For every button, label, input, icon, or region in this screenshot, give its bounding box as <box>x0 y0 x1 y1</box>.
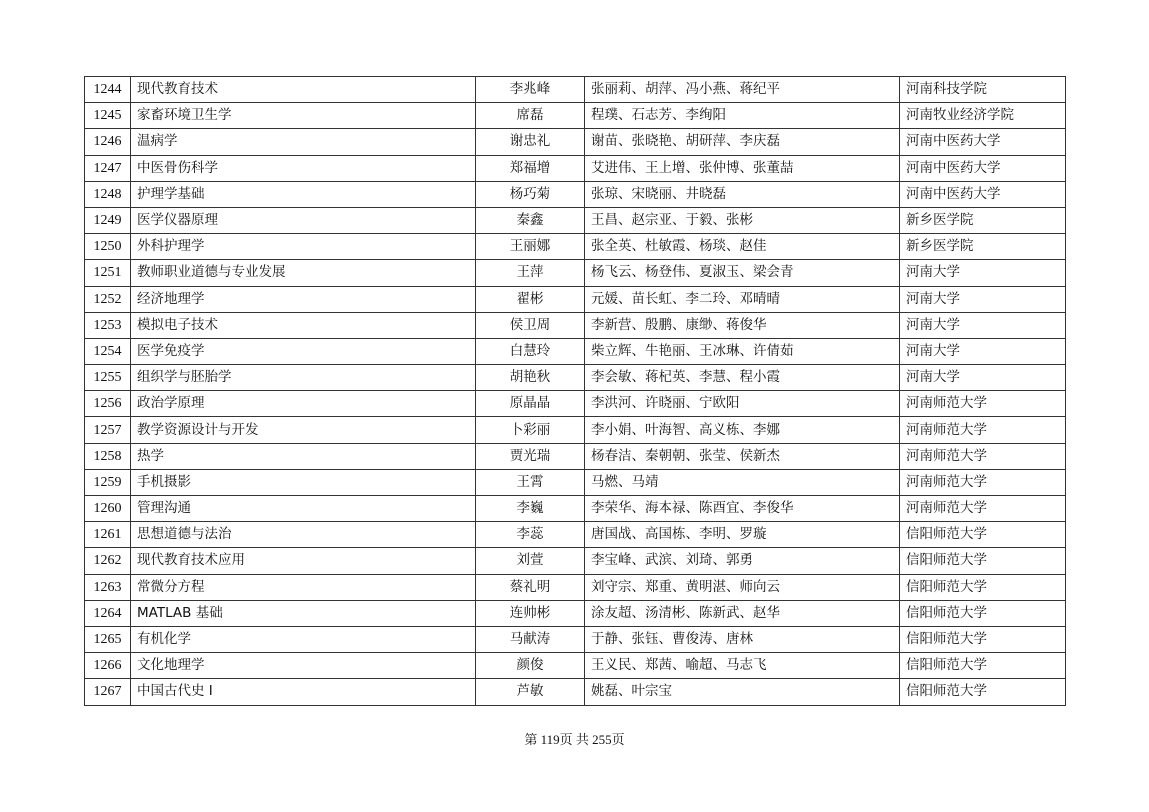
table-row <box>85 548 1066 574</box>
row-number: 1248 <box>85 181 131 207</box>
textbook-title: 教师职业道德与专业发展 <box>131 260 476 286</box>
textbook-title: 组织学与胚胎学 <box>131 365 476 391</box>
table-row <box>85 522 1066 548</box>
school-name: 河南师范大学 <box>900 391 1066 417</box>
table-row <box>85 679 1066 705</box>
chief-editor: 颜俊 <box>476 653 585 679</box>
school-name: 河南中医药大学 <box>900 129 1066 155</box>
table-row <box>85 496 1066 522</box>
chief-editor: 王丽娜 <box>476 234 585 260</box>
chief-editor: 王霄 <box>476 469 585 495</box>
school-name: 河南大学 <box>900 338 1066 364</box>
school-name: 河南中医药大学 <box>900 155 1066 181</box>
co-editors: 谢苗、张晓艳、胡研萍、李庆磊 <box>585 129 900 155</box>
chief-editor: 谢忠礼 <box>476 129 585 155</box>
chief-editor: 郑福增 <box>476 155 585 181</box>
row-number: 1256 <box>85 391 131 417</box>
row-number: 1259 <box>85 469 131 495</box>
chief-editor: 李兆峰 <box>476 77 585 103</box>
row-number: 1264 <box>85 600 131 626</box>
school-name: 信阳师范大学 <box>900 679 1066 705</box>
textbook-title: 中国古代史 I <box>131 679 476 705</box>
row-number: 1252 <box>85 286 131 312</box>
textbook-title: 医学免疫学 <box>131 338 476 364</box>
textbook-title: 温病学 <box>131 129 476 155</box>
co-editors: 李洪河、许晓丽、宁欧阳 <box>585 391 900 417</box>
textbook-title: 热学 <box>131 443 476 469</box>
school-name: 河南师范大学 <box>900 417 1066 443</box>
row-number: 1255 <box>85 365 131 391</box>
co-editors: 李会敏、蒋杞英、李慧、程小霞 <box>585 365 900 391</box>
co-editors: 刘守宗、郑重、黄明湛、师向云 <box>585 574 900 600</box>
row-number: 1249 <box>85 207 131 233</box>
chief-editor: 刘萱 <box>476 548 585 574</box>
chief-editor: 李巍 <box>476 496 585 522</box>
co-editors: 李新营、殷鹏、康缈、蒋俊华 <box>585 312 900 338</box>
table-row <box>85 626 1066 652</box>
row-number: 1244 <box>85 77 131 103</box>
school-name: 河南师范大学 <box>900 496 1066 522</box>
row-number: 1266 <box>85 653 131 679</box>
table-row <box>85 443 1066 469</box>
table-row <box>85 653 1066 679</box>
textbook-title: 有机化学 <box>131 626 476 652</box>
chief-editor: 胡艳秋 <box>476 365 585 391</box>
chief-editor: 翟彬 <box>476 286 585 312</box>
chief-editor: 蔡礼明 <box>476 574 585 600</box>
co-editors: 涂友超、汤清彬、陈新武、赵华 <box>585 600 900 626</box>
co-editors: 王义民、郑茜、喻超、马志飞 <box>585 653 900 679</box>
row-number: 1245 <box>85 103 131 129</box>
school-name: 河南师范大学 <box>900 443 1066 469</box>
row-number: 1254 <box>85 338 131 364</box>
school-name: 河南大学 <box>900 260 1066 286</box>
co-editors: 姚磊、叶宗宝 <box>585 679 900 705</box>
textbook-title: 教学资源设计与开发 <box>131 417 476 443</box>
textbook-title: 模拟电子技术 <box>131 312 476 338</box>
school-name: 河南师范大学 <box>900 469 1066 495</box>
co-editors: 马燃、马靖 <box>585 469 900 495</box>
co-editors: 柴立辉、牛艳丽、王冰琳、许倩茹 <box>585 338 900 364</box>
chief-editor: 李蕊 <box>476 522 585 548</box>
school-name: 信阳师范大学 <box>900 522 1066 548</box>
school-name: 信阳师范大学 <box>900 653 1066 679</box>
co-editors: 李小娟、叶海智、高义栋、李娜 <box>585 417 900 443</box>
row-number: 1261 <box>85 522 131 548</box>
row-number: 1260 <box>85 496 131 522</box>
school-name: 河南中医药大学 <box>900 181 1066 207</box>
row-number: 1267 <box>85 679 131 705</box>
table-row <box>85 129 1066 155</box>
table-row <box>85 312 1066 338</box>
row-number: 1253 <box>85 312 131 338</box>
table-row <box>85 286 1066 312</box>
chief-editor: 贾光瑞 <box>476 443 585 469</box>
school-name: 河南大学 <box>900 286 1066 312</box>
school-name: 信阳师范大学 <box>900 626 1066 652</box>
page-footer: 第 119页 共 255页 <box>524 732 625 747</box>
chief-editor: 杨巧菊 <box>476 181 585 207</box>
school-name: 河南大学 <box>900 365 1066 391</box>
chief-editor: 王萍 <box>476 260 585 286</box>
chief-editor: 连帅彬 <box>476 600 585 626</box>
table-row <box>85 469 1066 495</box>
textbook-title: 家畜环境卫生学 <box>131 103 476 129</box>
chief-editor: 秦鑫 <box>476 207 585 233</box>
co-editors: 张全英、杜敏霞、杨琰、赵佳 <box>585 234 900 260</box>
co-editors: 张琼、宋晓丽、井晓磊 <box>585 181 900 207</box>
textbook-title: 外科护理学 <box>131 234 476 260</box>
chief-editor: 席磊 <box>476 103 585 129</box>
school-name: 信阳师范大学 <box>900 600 1066 626</box>
table-row <box>85 338 1066 364</box>
table-row <box>85 155 1066 181</box>
chief-editor: 卜彩丽 <box>476 417 585 443</box>
textbook-title: 手机摄影 <box>131 469 476 495</box>
table-row <box>85 77 1066 103</box>
table-row <box>85 600 1066 626</box>
table-row <box>85 207 1066 233</box>
school-name: 信阳师范大学 <box>900 548 1066 574</box>
row-number: 1246 <box>85 129 131 155</box>
table-row <box>85 181 1066 207</box>
co-editors: 唐国战、高国栋、李明、罗璇 <box>585 522 900 548</box>
co-editors: 李宝峰、武滨、刘琦、郭勇 <box>585 548 900 574</box>
co-editors: 程璞、石志芳、李绚阳 <box>585 103 900 129</box>
textbook-title: 现代教育技术 <box>131 77 476 103</box>
textbook-title: 政治学原理 <box>131 391 476 417</box>
textbook-title: 思想道德与法治 <box>131 522 476 548</box>
table-row <box>85 103 1066 129</box>
table-body <box>85 77 1066 706</box>
row-number: 1250 <box>85 234 131 260</box>
textbook-title: 管理沟通 <box>131 496 476 522</box>
row-number: 1257 <box>85 417 131 443</box>
textbook-title: 文化地理学 <box>131 653 476 679</box>
row-number: 1263 <box>85 574 131 600</box>
textbook-list-table <box>84 76 1066 706</box>
school-name: 信阳师范大学 <box>900 574 1066 600</box>
textbook-title: 现代教育技术应用 <box>131 548 476 574</box>
textbook-title: MATLAB 基础 <box>131 600 476 626</box>
textbook-title: 中医骨伤科学 <box>131 155 476 181</box>
chief-editor: 原晶晶 <box>476 391 585 417</box>
chief-editor: 侯卫周 <box>476 312 585 338</box>
co-editors: 于静、张钰、曹俊涛、唐林 <box>585 626 900 652</box>
co-editors: 艾进伟、王上增、张仲博、张董喆 <box>585 155 900 181</box>
co-editors: 王昌、赵宗亚、于毅、张彬 <box>585 207 900 233</box>
table-row <box>85 574 1066 600</box>
co-editors: 元媛、苗长虹、李二玲、邓晴晴 <box>585 286 900 312</box>
table-row <box>85 417 1066 443</box>
table-row <box>85 365 1066 391</box>
table-row <box>85 234 1066 260</box>
textbook-title: 常微分方程 <box>131 574 476 600</box>
textbook-title: 护理学基础 <box>131 181 476 207</box>
school-name: 河南大学 <box>900 312 1066 338</box>
school-name: 新乡医学院 <box>900 207 1066 233</box>
chief-editor: 芦敏 <box>476 679 585 705</box>
school-name: 新乡医学院 <box>900 234 1066 260</box>
school-name: 河南科技学院 <box>900 77 1066 103</box>
row-number: 1251 <box>85 260 131 286</box>
row-number: 1247 <box>85 155 131 181</box>
co-editors: 杨春洁、秦朝朝、张莹、侯新杰 <box>585 443 900 469</box>
table-row <box>85 260 1066 286</box>
co-editors: 李荣华、海本禄、陈酉宜、李俊华 <box>585 496 900 522</box>
row-number: 1258 <box>85 443 131 469</box>
chief-editor: 白慧玲 <box>476 338 585 364</box>
school-name: 河南牧业经济学院 <box>900 103 1066 129</box>
row-number: 1262 <box>85 548 131 574</box>
textbook-title: 经济地理学 <box>131 286 476 312</box>
textbook-title: 医学仪器原理 <box>131 207 476 233</box>
chief-editor: 马献涛 <box>476 626 585 652</box>
co-editors: 张丽莉、胡萍、冯小燕、蒋纪平 <box>585 77 900 103</box>
table-row <box>85 391 1066 417</box>
row-number: 1265 <box>85 626 131 652</box>
co-editors: 杨飞云、杨登伟、夏淑玉、梁会青 <box>585 260 900 286</box>
